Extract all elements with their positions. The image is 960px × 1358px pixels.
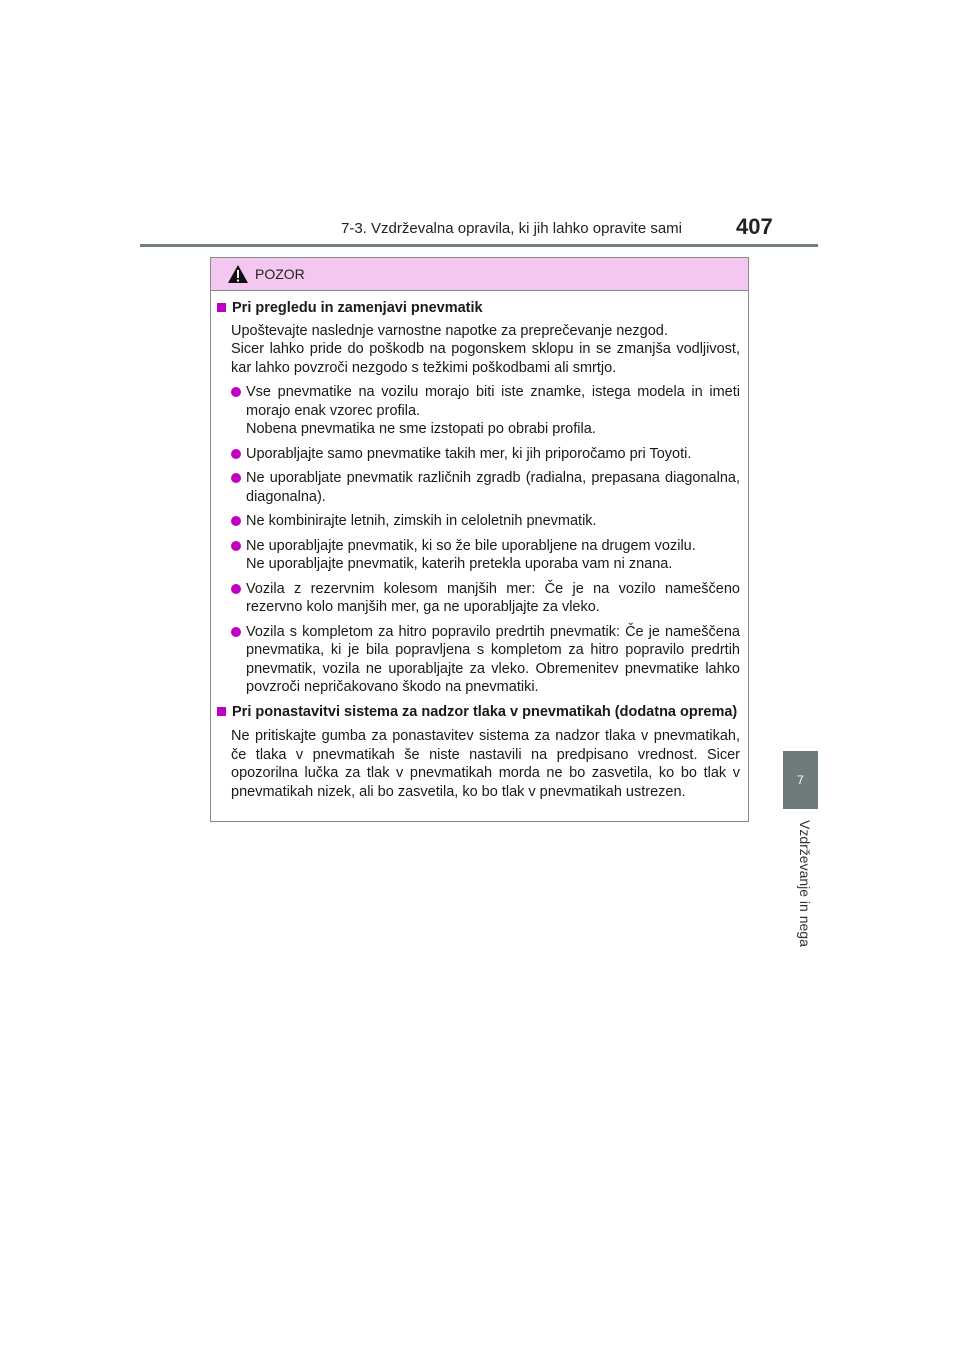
square-bullet-icon — [217, 303, 226, 312]
section-body: Ne pritiskajte gumba za ponastavitev sistema za nadzor tlaka v pnevmatikah, če tlaka v pnevmatikah še niste nastavili na predpisano vrednost. Sicer opozorilna lučka za tlak v pnevmatikah morda ne bo zasvetila, ko bo tlak v pnevmatikah nizek, ali bo zasvetila, ko bo tlak v pnevmatikah ustrezen. — [231, 728, 740, 800]
list-item: Uporabljajte samo pnevmatike takih mer, ki jih priporočamo pri Toyoti. — [231, 445, 740, 464]
section-intro: Upoštevajte naslednje varnostne napotke za preprečevanje nezgod. Sicer lahko pride do poškodb na pogonskem sklopu in se zmanjša vodljivost, kar lahko povzroči nezgodo s težkimi poškodbami ali smrtjo. — [231, 322, 740, 376]
section-title: Pri pregledu in zamenjavi pnevmatik — [217, 299, 740, 318]
list-item: Vozila z rezervnim kolesom manjših mer: Če je na vozilo nameščeno rezervno kolo manjših mer, ga ne uporabljajte za vleko. — [231, 580, 740, 617]
round-bullet-icon — [231, 584, 241, 594]
header-divider — [140, 244, 818, 247]
warning-box — [210, 257, 749, 822]
list-item: Vse pnevmatike na vozilu morajo biti iste znamke, istega modela in imeti morajo enak vzorec profila. Nobena pnevmatika ne sme izstopati po obrabi profila. — [231, 383, 740, 439]
page-header-title: 7-3. Vzdrževalna opravila, ki jih lahko opravite sami — [341, 220, 682, 237]
round-bullet-icon — [231, 449, 241, 459]
warning-triangle-icon — [227, 264, 249, 284]
warning-header — [211, 258, 748, 291]
section-title: Pri ponastavitvi sistema za nadzor tlaka v pnevmatikah (dodatna oprema) — [217, 703, 740, 722]
round-bullet-icon — [231, 516, 241, 526]
list-item: Ne uporabljate pnevmatik različnih zgradb (radialna, prepasana diagonalna, diagonalna). — [231, 469, 740, 506]
square-bullet-icon — [217, 707, 226, 716]
chapter-number: 7 — [797, 773, 804, 787]
warning-label: POZOR — [255, 266, 305, 282]
round-bullet-icon — [231, 541, 241, 551]
list-item: Vozila s kompletom za hitro popravilo predrtih pnevmatik: Če je nameščena pnevmatika, ki je bila popravljena s kompletom za hitro popravilo predrtih pnevmatik, vozila ne uporabljajte za vleko. Obremenitev pnevmatike lahko povzroči nepričakovano škodo na pnevmatiki. — [231, 623, 740, 697]
list-item: Ne kombinirajte letnih, zimskih in celoletnih pnevmatik. — [231, 512, 740, 531]
round-bullet-icon — [231, 473, 241, 483]
chapter-label: Vzdrževanje in nega — [797, 820, 813, 947]
list-item: Ne uporabljajte pnevmatik, ki so že bile uporabljene na drugem vozilu. Ne uporabljajte pnevmatik, katerih pretekla uporaba vam ni znana. — [231, 537, 740, 574]
round-bullet-icon — [231, 387, 241, 397]
round-bullet-icon — [231, 627, 241, 637]
page-number: 407 — [736, 214, 773, 239]
warning-body — [211, 291, 748, 801]
chapter-tab — [783, 751, 818, 809]
